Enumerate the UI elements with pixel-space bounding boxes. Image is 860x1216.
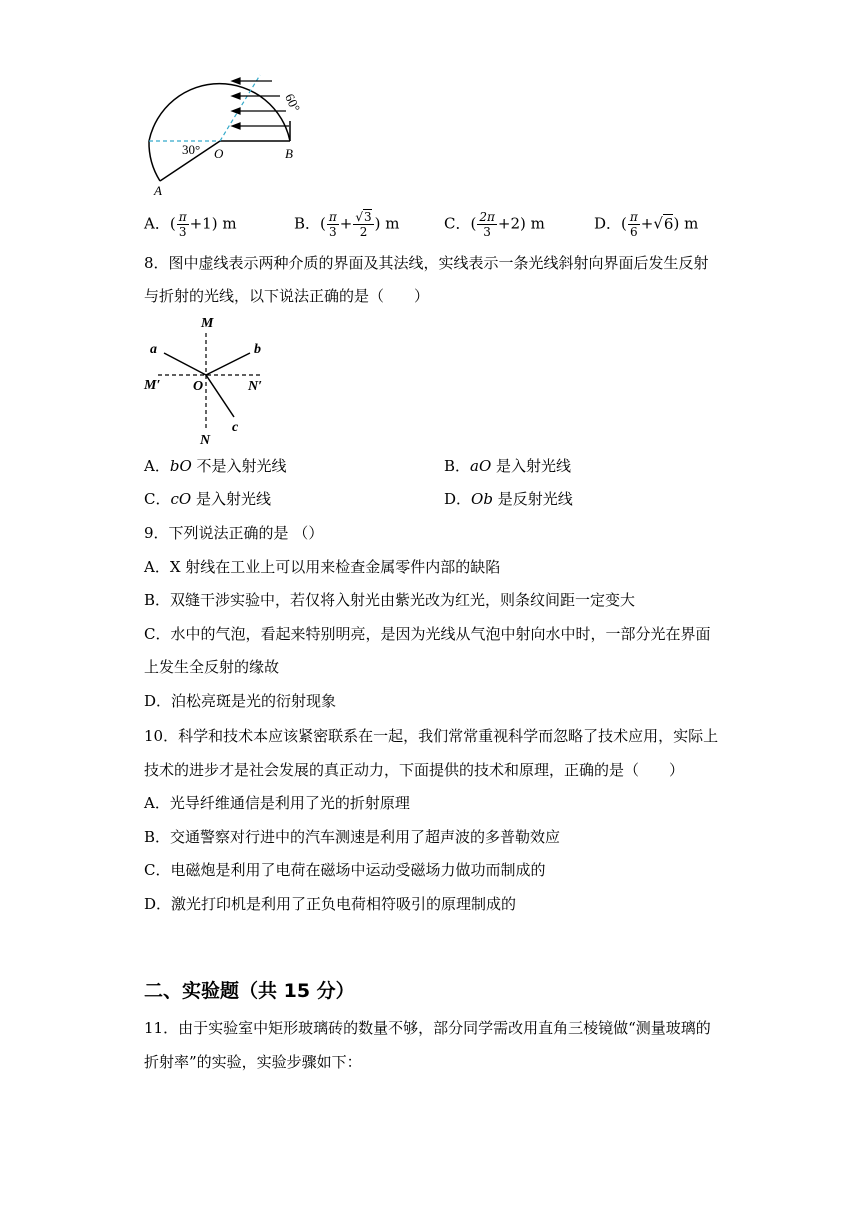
q7-option-d[interactable]: D．( $\frac{\pi}{6}$ +√6) m <box>594 210 699 239</box>
section-title-experiment: 二、实验题（共 15 分） <box>144 980 355 1002</box>
q7-option-a[interactable]: A．( $\frac{\pi}{3}$ +1) m <box>144 210 237 239</box>
fraction: $\frac{2\pi}{3}$ <box>479 210 495 239</box>
q8-option-d[interactable]: D．Ob 是反射光线 <box>444 490 573 508</box>
fig8-label-b: b <box>254 342 261 357</box>
q11-stem-line1: 11．由于实验室中矩形玻璃砖的数量不够，部分同学需改用直角三棱镜做“测量玻璃的 <box>144 1019 711 1037</box>
fig7-label-30: 30° <box>182 142 201 157</box>
fig7-label-60: 60° <box>282 91 304 115</box>
q8-refraction-figure <box>140 313 280 448</box>
q10-stem-line1: 10．科学和技术本应该紧密联系在一起，我们常常重视科学而忽略了技术应用，实际上 <box>144 727 719 745</box>
q7-semicircle-figure <box>140 55 310 200</box>
q8-option-c[interactable]: C．cO 是入射光线 <box>144 490 271 508</box>
fraction: $\frac{\pi}{6}$ <box>629 210 638 239</box>
q9-option-a[interactable]: A．X 射线在工业上可以用来检查金属零件内部的缺陷 <box>144 558 501 576</box>
q10-stem-line2: 技术的进步才是社会发展的真正动力，下面提供的技术和原理，正确的是（ ） <box>144 761 685 779</box>
fraction: $\frac{\pi}{3}$ <box>328 210 337 239</box>
q9-stem: 9．下列说法正确的是 （） <box>144 524 324 542</box>
fraction: $\frac{√3}{2}$ <box>355 210 372 239</box>
fraction: $\frac{\pi}{3}$ <box>178 210 187 239</box>
q8-stem-line2: 与折射的光线，以下说法正确的是（ ） <box>144 287 430 305</box>
lower-arc <box>149 141 160 181</box>
fig8-label-Np: N′ <box>248 379 263 394</box>
q10-option-b[interactable]: B．交通警察对行进中的汽车测速是利用了超声波的多普勒效应 <box>144 828 561 846</box>
light-rays <box>232 78 289 129</box>
ray-c <box>206 375 234 417</box>
fig8-label-c: c <box>232 420 239 435</box>
ray-a <box>164 353 206 375</box>
q9-option-c-line1[interactable]: C．水中的气泡，看起来特别明亮，是因为光线从气泡中射向水中时，一部分光在界面 <box>144 625 711 643</box>
fig7-label-A: A <box>154 183 162 198</box>
q9-option-b[interactable]: B．双缝干涉实验中，若仅将入射光由紫光改为红光，则条纹间距一定变大 <box>144 591 636 609</box>
q9-option-c-line2[interactable]: 上发生全反射的缘故 <box>144 658 280 676</box>
q10-option-d[interactable]: D．激光打印机是利用了正负电荷相符吸引的原理制成的 <box>144 895 517 913</box>
ray-b <box>206 353 250 375</box>
q8-stem-line1: 8．图中虚线表示两种介质的界面及其法线，实线表示一条光线斜射向界面后发生反射 <box>144 254 709 272</box>
fig8-label-N: N <box>200 433 211 448</box>
q10-option-a[interactable]: A．光导纤维通信是利用了光的折射原理 <box>144 794 410 812</box>
semicircle-arc <box>149 84 290 141</box>
q9-option-d[interactable]: D．泊松亮斑是光的衍射现象 <box>144 692 337 710</box>
fig8-label-a: a <box>150 342 157 357</box>
fig8-label-M: M <box>201 316 214 331</box>
q8-option-b[interactable]: B．aO 是入射光线 <box>444 457 572 475</box>
q7-option-b[interactable]: B．( $\frac{\pi}{3}$ + $\frac{√3}{2}$ ) m <box>294 210 400 239</box>
fig8-label-Mp: M′ <box>144 378 161 393</box>
fig7-label-B: B <box>285 146 293 161</box>
fig8-label-O: O <box>193 379 204 394</box>
q7-option-c[interactable]: C．( $\frac{2\pi}{3}$ +2) m <box>444 210 545 239</box>
q10-option-c[interactable]: C．电磁炮是利用了电荷在磁场中运动受磁场力做功而制成的 <box>144 861 546 879</box>
q8-option-a[interactable]: A．bO 不是入射光线 <box>144 457 287 475</box>
fig7-label-O: O <box>214 146 224 161</box>
q11-stem-line2: 折射率”的实验，实验步骤如下： <box>144 1053 362 1071</box>
